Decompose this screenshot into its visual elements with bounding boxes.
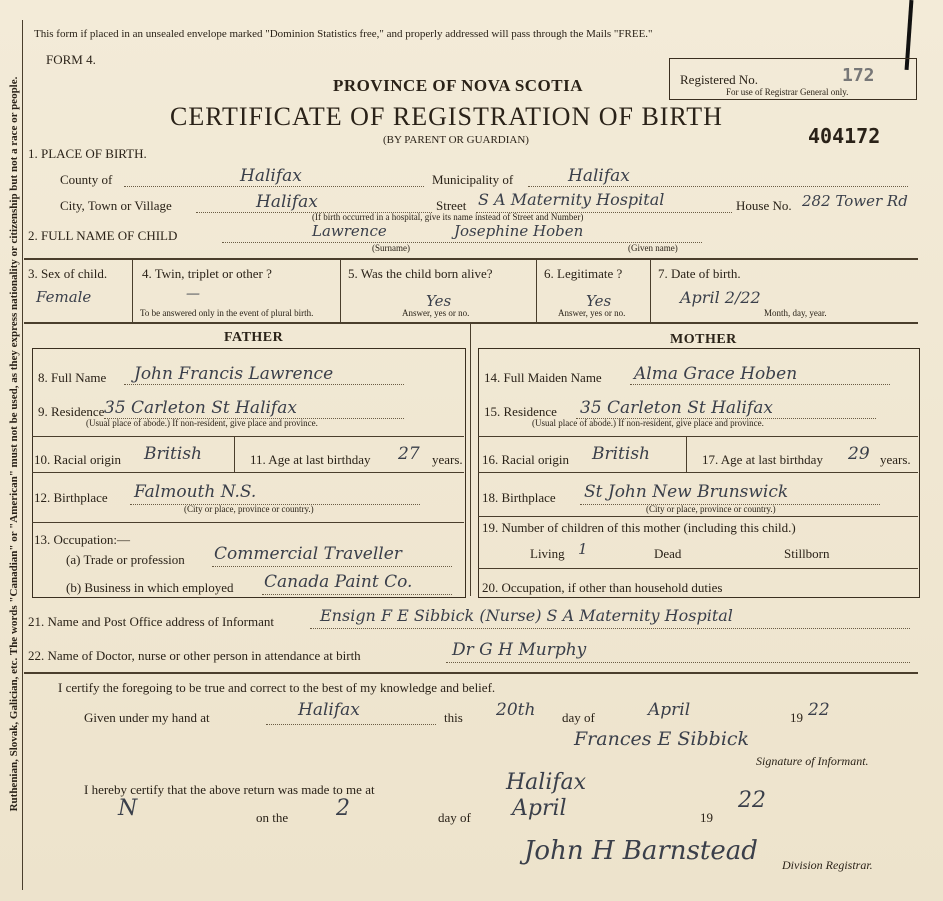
registered-value: 172 bbox=[842, 65, 875, 86]
living-label: Living bbox=[530, 546, 565, 561]
surname-note: (Surname) bbox=[372, 243, 410, 253]
informant-signature-label: Signature of Informant. bbox=[756, 754, 869, 768]
trade-label: (a) Trade or profession bbox=[66, 552, 185, 567]
father-name: John Francis Lawrence bbox=[134, 364, 334, 384]
certify-year: 22 bbox=[808, 700, 830, 720]
legitimate-note: Answer, yes or no. bbox=[558, 308, 626, 318]
subtitle: (BY PARENT OR GUARDIAN) bbox=[383, 134, 529, 146]
mother-race-label: 16. Racial origin bbox=[482, 452, 570, 467]
mother-occupation-label: 20. Occupation, if other than household duties bbox=[482, 580, 723, 595]
stillborn-label: Stillborn bbox=[784, 546, 830, 561]
city-value: Halifax bbox=[256, 192, 318, 212]
twin-label: 4. Twin, triplet or other ? bbox=[142, 266, 272, 281]
registrar-year-prefix: 19 bbox=[700, 810, 713, 825]
house-value: 282 Tower Rd bbox=[802, 192, 908, 210]
registrar-text: I hereby certify that the above return was made to me at bbox=[84, 782, 375, 797]
twin-note: To be answered only in the event of plural birth. bbox=[140, 308, 314, 318]
father-age: 27 bbox=[398, 444, 420, 464]
mother-age: 29 bbox=[848, 444, 870, 464]
child-surname: Lawrence bbox=[312, 222, 387, 240]
occupation-label: 13. Occupation:— bbox=[34, 532, 131, 547]
mother-residence: 35 Carleton St Halifax bbox=[580, 398, 773, 418]
page-title: CERTIFICATE OF REGISTRATION OF BIRTH bbox=[170, 102, 723, 131]
mother-name: Alma Grace Hoben bbox=[634, 364, 798, 384]
given-label: Given under my hand at bbox=[84, 710, 210, 725]
certify-place: Halifax bbox=[298, 700, 360, 720]
mother-race: British bbox=[592, 444, 650, 464]
registrar-signature-label: Division Registrar. bbox=[782, 858, 873, 872]
dead-label: Dead bbox=[654, 546, 682, 561]
registrar-signature: John H Barnstead bbox=[524, 836, 758, 866]
mother-birthplace-label: 18. Birthplace bbox=[482, 490, 556, 505]
form-number: FORM 4. bbox=[46, 52, 96, 67]
child-name-label: 2. FULL NAME OF CHILD bbox=[28, 228, 178, 243]
province-heading: PROVINCE OF NOVA SCOTIA bbox=[333, 76, 584, 95]
registration-number: 404172 bbox=[808, 124, 881, 148]
registrar-year: 22 bbox=[738, 788, 766, 813]
year-prefix: 19 bbox=[790, 710, 803, 725]
mother-name-label: 14. Full Maiden Name bbox=[484, 370, 602, 385]
father-residence-note: (Usual place of abode.) If non-resident, give place and province. bbox=[86, 418, 318, 428]
certify-text: I certify the foregoing to be true and correct to the best of my knowledge and belief. bbox=[58, 680, 496, 695]
house-label: House No. bbox=[736, 198, 792, 213]
father-birthplace-label: 12. Birthplace bbox=[34, 490, 108, 505]
father-name-label: 8. Full Name bbox=[38, 370, 107, 385]
father-race-label: 10. Racial origin bbox=[34, 452, 122, 467]
street-value: S A Maternity Hospital bbox=[478, 190, 665, 209]
twin-value: — bbox=[186, 286, 200, 302]
business-value: Canada Paint Co. bbox=[264, 572, 413, 592]
alive-note: Answer, yes or no. bbox=[402, 308, 470, 318]
dob-value: April 2/22 bbox=[680, 288, 761, 307]
registered-label: Registered No. bbox=[680, 72, 758, 87]
sex-value: Female bbox=[36, 288, 92, 306]
legitimate-label: 6. Legitimate ? bbox=[544, 266, 623, 281]
registrar-place: Halifax bbox=[506, 770, 587, 795]
children-label: 19. Number of children of this mother (including this child.) bbox=[482, 520, 796, 535]
father-age-label: 11. Age at last birthday bbox=[250, 452, 371, 467]
child-given-name: Josephine Hoben bbox=[454, 222, 584, 240]
mother-years: years. bbox=[880, 452, 911, 467]
father-race: British bbox=[144, 444, 202, 464]
trade-value: Commercial Traveller bbox=[214, 544, 402, 564]
doctor-label: 22. Name of Doctor, nurse or other person in attendance at birth bbox=[28, 648, 361, 663]
on-the-label: on the bbox=[256, 810, 289, 825]
registrar-first: N bbox=[118, 796, 138, 821]
city-label: City, Town or Village bbox=[60, 198, 172, 213]
father-birthplace: Falmouth N.S. bbox=[134, 482, 257, 502]
certify-month: April bbox=[648, 700, 691, 720]
alive-value: Yes bbox=[426, 292, 452, 310]
mother-heading: MOTHER bbox=[670, 332, 737, 347]
hospital-note: (If birth occurred in a hospital, give its name instead of Street and Number) bbox=[312, 212, 584, 222]
certify-day: 20th bbox=[496, 700, 536, 720]
business-label: (b) Business in which employed bbox=[66, 580, 234, 595]
informant-label: 21. Name and Post Office address of Informant bbox=[28, 614, 274, 629]
registrar-day: 2 bbox=[336, 796, 350, 821]
this-label: this bbox=[444, 710, 463, 725]
county-value: Halifax bbox=[240, 166, 302, 186]
father-residence-label: 9. Residence bbox=[38, 404, 105, 419]
father-residence: 35 Carleton St Halifax bbox=[104, 398, 297, 418]
dob-note: Month, day, year. bbox=[764, 308, 827, 318]
municipality-value: Halifax bbox=[568, 166, 630, 186]
legitimate-value: Yes bbox=[586, 292, 612, 310]
mother-residence-label: 15. Residence bbox=[484, 404, 557, 419]
left-border bbox=[22, 20, 23, 890]
day-of-label: day of bbox=[562, 710, 595, 725]
municipality-label: Municipality of bbox=[432, 172, 514, 187]
top-note: This form if placed in an unsealed envelope marked "Dominion Statistics free," and properly addressed will pass through the Mails "FREE." bbox=[34, 28, 653, 40]
father-years: years. bbox=[432, 452, 463, 467]
given-note: (Given name) bbox=[628, 243, 678, 253]
father-birthplace-note: (City or place, province or country.) bbox=[184, 504, 314, 514]
doctor-value: Dr G H Murphy bbox=[452, 640, 587, 660]
side-note: Ruthenian, Slovak, Galician, etc. The words "Canadian" or "American" must not be used, as they express nationality or citizenship but not a race or people. bbox=[8, 76, 20, 812]
mother-birthplace: St John New Brunswick bbox=[584, 482, 789, 502]
father-heading: FATHER bbox=[224, 330, 284, 345]
mother-birthplace-note: (City or place, province or country.) bbox=[646, 504, 776, 514]
informant-signature: Frances E Sibbick bbox=[574, 728, 750, 750]
county-label: County of bbox=[60, 172, 113, 187]
dob-label: 7. Date of birth. bbox=[658, 266, 741, 281]
registered-note: For use of Registrar General only. bbox=[726, 87, 849, 97]
living-value: 1 bbox=[578, 540, 588, 558]
mother-residence-note: (Usual place of abode.) If non-resident, give place and province. bbox=[532, 418, 764, 428]
place-section-label: 1. PLACE OF BIRTH. bbox=[28, 146, 147, 161]
alive-label: 5. Was the child born alive? bbox=[348, 266, 493, 281]
registered-box bbox=[669, 58, 917, 100]
registrar-month: April bbox=[512, 796, 567, 821]
registrar-day-of-label: day of bbox=[438, 810, 471, 825]
informant-value: Ensign F E Sibbick (Nurse) S A Maternity Hospital bbox=[320, 606, 733, 625]
street-label: Street bbox=[436, 198, 467, 213]
mother-age-label: 17. Age at last birthday bbox=[702, 452, 823, 467]
sex-label: 3. Sex of child. bbox=[28, 266, 108, 281]
